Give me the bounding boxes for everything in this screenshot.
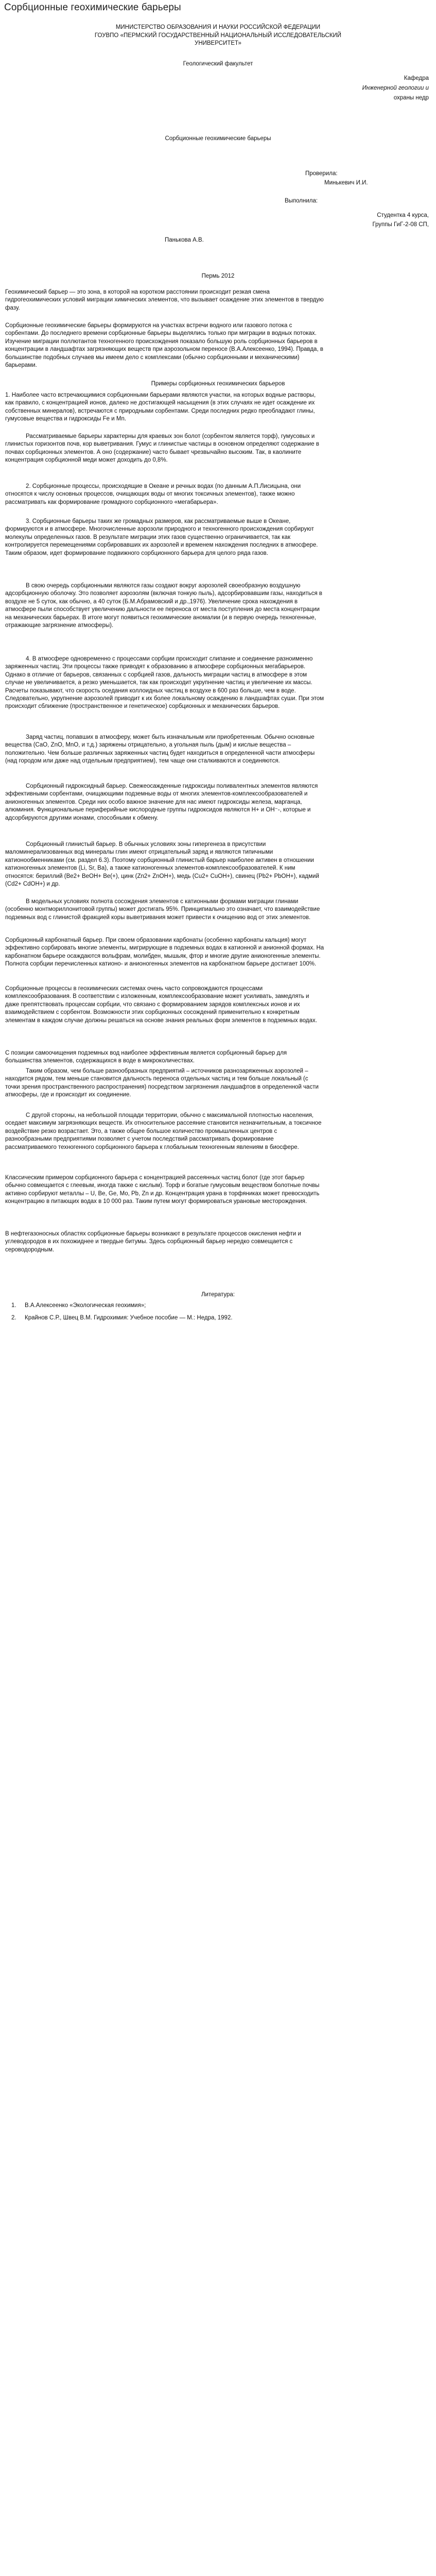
performed-by-name: Панькова А.В. [165, 237, 204, 243]
university-line-2: УНИВЕРСИТЕТ» [195, 40, 241, 46]
paragraph: Заряд частиц, попавших в атмосферу, может быть изначальным или приобретенным. Обычно основные вещества (CaO, ZnO, MnO, и т.д.) заряжены отрицательно, а угольная пыль (дым) и кислые вещества – положительно. Чем больше различных заряженных частиц будет находиться в определенной части атмосферы (над городом или даже над отдельным предприятием), тем чаще они сталкиваются и соединяются. [5, 734, 315, 765]
paragraph-intro: Геохимический барьер — это зона, в которой на коротком расстоянии происходит резкая смена гидрогеохимических условий миграции химических элементов, что вызывает осаждение этих элементов в твердую фазу. [5, 289, 324, 311]
student-course: Студентка 4 курса, [377, 212, 429, 218]
document-title: Сорбционные геохимические барьеры [4, 2, 181, 13]
paragraph: 1. Наиболее часто встречающимися сорбционными барьерами являются участки, на которых водные растворы, как правило, с концентрацией ионов, далеко не достигающей насыщения (в этих случаях не идет осаждение их собственных минералов), встречаются с природными сорбентами. Среди последних редко преобладают глины, гумусовые вещества и гидроксиды Fe и Mn. [5, 392, 316, 422]
reference-item [5, 1314, 432, 1322]
paragraph: Сорбционные геохимические барьеры формируются на участках встречи водного или газового потока с сорбентами. До последнего времени сорбционные барьеры выделялись только при миграции в водных потоках. Изучение миграции поллютантов техногенного происхождения показало большую роль сорбционных барьеров в концентрации в ландшафтах загрязняющих веществ при аэрозольном переносе (В.А.Алексеенко, 1994). Правда, в большинстве подобных случаев мы имеем дело с комплексами (обычно сорбционными и механическими) барьерами. [5, 323, 323, 369]
reference-item [5, 1302, 432, 1310]
department-line-1: Кафедра [404, 75, 429, 81]
paragraph: Классическим примером сорбционного барьера с концентрацией рассеянных частиц болот (где этот барьер обычно совмещается с глеевым, иногда также с кислым). Торф и богатые гумусовым веществом болотные почвы активно сорбируют металлы – U, Be, Ge, Mo, Pb, Zn и др. Концентрация урана в торфяниках может превосходить концентрацию в питающих водах в 10 000 раз. Таким путем могут формироваться урановые месторождения. [5, 1175, 320, 1205]
paragraph: Сорбционные процессы в геохимических системах очень часто сопровождаются процессами комплексообразования. В соответствии с изложенным, комплексообразование может усиливать, замедлять и даже препятствовать процессам сорбции, что связано с формированием зарядов комплексных ионов и их взаимодействием с сорбентом. Возможности этих сорбционных сосождений применительно к конкретным элементам в каждом случае должны решаться на основе знания реальных форм элементов в подземных водах. [5, 986, 317, 1024]
paragraph: С позиции самоочищения подземных вод наиболее эффективным является сорбционный барьер для большинства элементов, содержащихся в воде в микроколичествах. [5, 1050, 287, 1064]
paragraph: Сорбционный карбонатный барьер. При своем образовании карбонаты (особенно карбонаты кальция) могут эффективно сорбировать многие элементы, мигрирующие в подземных водах в катионной и анионной формах. На карбонатном барьере осаждаются вольфрам, молибден, мышьяк, фтор и многие другие анионогенные элементы. Полнота сорбции перечисленных катионо- и анионогенных элементов на карбонатном барьере достигает 100%. [5, 937, 324, 968]
paragraph: В модельных условиях полнота сосождения элементов с катионными формами миграции глинами (особенно монтмориллонитовой группы) может достигать 95%. Принципиально это означает, что взаимодействие подземных вод с глинистой фракцией коры выветривания может привести к очищению вод от этих элементов. [5, 899, 320, 921]
reference-text: В.А.Алексеенко «Экологическая геохимия»; [25, 1302, 146, 1309]
paragraph: Сорбционный глинистый барьер. В обычных условиях зоны гипергенеза в присутствии маломинерализованных вод минералы глин имеют отрицательный заряд и являются типичными катионообменниками (см. раздел 6.3). Поэтому сорбционный глинистый барьер наиболее активен в отношении катионогенных элементов (Li, Sr, Ba), а также катионогенных элементов-комплексообразователей. К ним относятся: бериллий (Be2+ BeOH+ Be(+), цинк (Zn2+ ZnOH+), медь (Cu2+ CuOH+), свинец (Pb2+ PbOH+), кадмий (Cd2+ CdOH+) и др. [5, 841, 319, 888]
paragraph: Рассматриваемые барьеры характерны для краевых зон болот (сорбентом является торф), гумусовых и глинистых горизонтов почв, кор выветривания. Гумус и глинистые частицы в основном определяют содержание в почвах сорбционных элементов. А оно (содержание) часто бывает чрезвычайно высоким. Так, в каолините концентрация сорбционной меди может доходить до 0,8%. [5, 433, 319, 464]
checked-by-name: Минькевич И.И. [324, 180, 368, 186]
paragraph: С другой стороны, на небольшой площади территории, обычно с максимальной плотностью населения, оседает максимум загрязняющих веществ. Их относительное рассеяние становится незначительным, а токсичное воздействие резко возрастает. Это, а также общее большое количество промышленных центров с разнообразными предприятиями позволяет с учетом последствий рассматривать формирование рассматриваемого техногенного сорбционного барьера к глобальным техногенным явлениям в биосфере. [5, 1112, 322, 1150]
paragraph: 4. В атмосфере одновременно с процессами сорбции происходит слипание и соединение разноименно заряженных частиц. Эти процессы также приводят к образованию в атмосфере сорбционных мегабарьеров. Однако в отличие от барьеров, связанных с сорбцией газов, дальность миграции частиц в атмосфере в этом случае не увеличивается, а резко уменьшается, так как происходит укрупнение частиц и увеличение их массы. Расчеты показывают, что скорость оседания коллоидных частиц в воздухе в 600 раз больше, чем в воде. Следовательно, укрупнение аэрозолей приводит к их более локальному осаждению в ландшафтах суши. При этом происходит сближение (пространственное и генетическое) сорбционных и механических барьеров. [5, 656, 324, 710]
work-title: Сорбционные геохимические барьеры [165, 135, 271, 142]
university-line-1: ГОУВПО «ПЕРМСКИЙ ГОСУДАРСТВЕННЫЙ НАЦИОНАЛЬНЫЙ ИССЛЕДОВАТЕЛЬСКИЙ [94, 32, 342, 39]
reference-number: 2. [11, 1315, 16, 1321]
department-line-3: охраны недр [393, 95, 429, 101]
reference-number: 1. [11, 1302, 16, 1309]
faculty-line: Геологический факультет [183, 61, 253, 67]
checked-by-label: Проверила: [305, 171, 338, 177]
paragraph: Сорбционный гидроксидный барьер. Свежеосажденные гидроксиды поливалентных элементов являются эффективными сорбентами, очищающими подземные воды от многих элементов-комплексообразователей и анионогенных элементов. Среди них особо важное значение для нас имеют гидроксиды железа, марганца, алюминия. Функциональные периферийные кислородные группы гидроксидов являются H+ и OH⁻-, которые и адсорбируются другими ионами, способными к обмену. [5, 783, 318, 821]
paragraph: В свою очередь сорбционными являются газы создают вокруг аэрозолей своеобразную воздушную адсорбционную оболочку. Это позволяет аэрозолям (включая тонкую пыль), адсорбировавшим газы, находиться в воздухе не 5 суток, как обычно, а 40 суток (Б.М.Абрамовский и др.,1976). Увеличение срока нахождения в атмосфере пыли способствует увеличению дальности ее переноса от места поступления до места концентрации на механических барьерах. В итоге могут появиться геохимические аномалии (и в первую очередь техногенные, отражающие загрязнение атмосферы). [5, 583, 322, 629]
city-year: Пермь 2012 [201, 273, 235, 279]
ministry-line: МИНИСТЕРСТВО ОБРАЗОВАНИЯ И НАУКИ РОССИЙСКОЙ ФЕДЕРАЦИИ [115, 24, 321, 30]
performed-by-label: Выполнила: [285, 198, 318, 204]
student-group: Группы ГиГ-2-08 СП, [372, 222, 429, 228]
paragraph: В нефтегазоносных областях сорбционные барьеры возникают в результате процессов окисления нефти и углеводородов в их похожиднее и твердые битумы. Здесь сорбционный барьер нередко совмещается с сероводородным. [5, 1231, 301, 1253]
reference-text: Крайнов С.Р., Швец В.М. Гидрохимия: Учебное пособие — М.: Недра, 1992. [25, 1315, 233, 1321]
section-heading: Примеры сорбционных геохимических барьеров [151, 381, 285, 387]
department-line-2: Инженерной геологии и [362, 85, 429, 91]
references-list [5, 1302, 432, 1327]
paragraph: 3. Сорбционные барьеры таких же громадных размеров, как рассматриваемые выше в Океане, формируются и в атмосфере. Многочисленные аэрозоли природного и техногенного происхождения сорбируют молекулы определенных газов. В результате миграции этих газов существенно ограничивается, так как контролируется перемещениями сорбировавших их аэрозолей и временем нахождения последних в атмосфере. Таким образом, идет формирование подвижного сорбционного барьера для целого ряда газов. [5, 518, 318, 556]
paragraph: Таким образом, чем больше разнообразных предприятий – источников разнозаряженных аэрозолей – находится рядом, тем меньше становится дальность переноса отдельных частиц и тем больше локальный (с точки зрения пространственного распространения) посредством загрязнения ландшафтов в определенной части атмосферы, где и происходит их соединение. [5, 1068, 319, 1098]
paragraph: 2. Сорбционные процессы, происходящие в Океане и речных водах (по данным А.П.Лисицына, они относятся к числу основных процессов, очищающих воды от многих токсичных элементов), также можно рассматривать как формирование громадного сорбционного «мегабарьера». [5, 483, 301, 505]
references-heading: Литература: [201, 1292, 235, 1298]
